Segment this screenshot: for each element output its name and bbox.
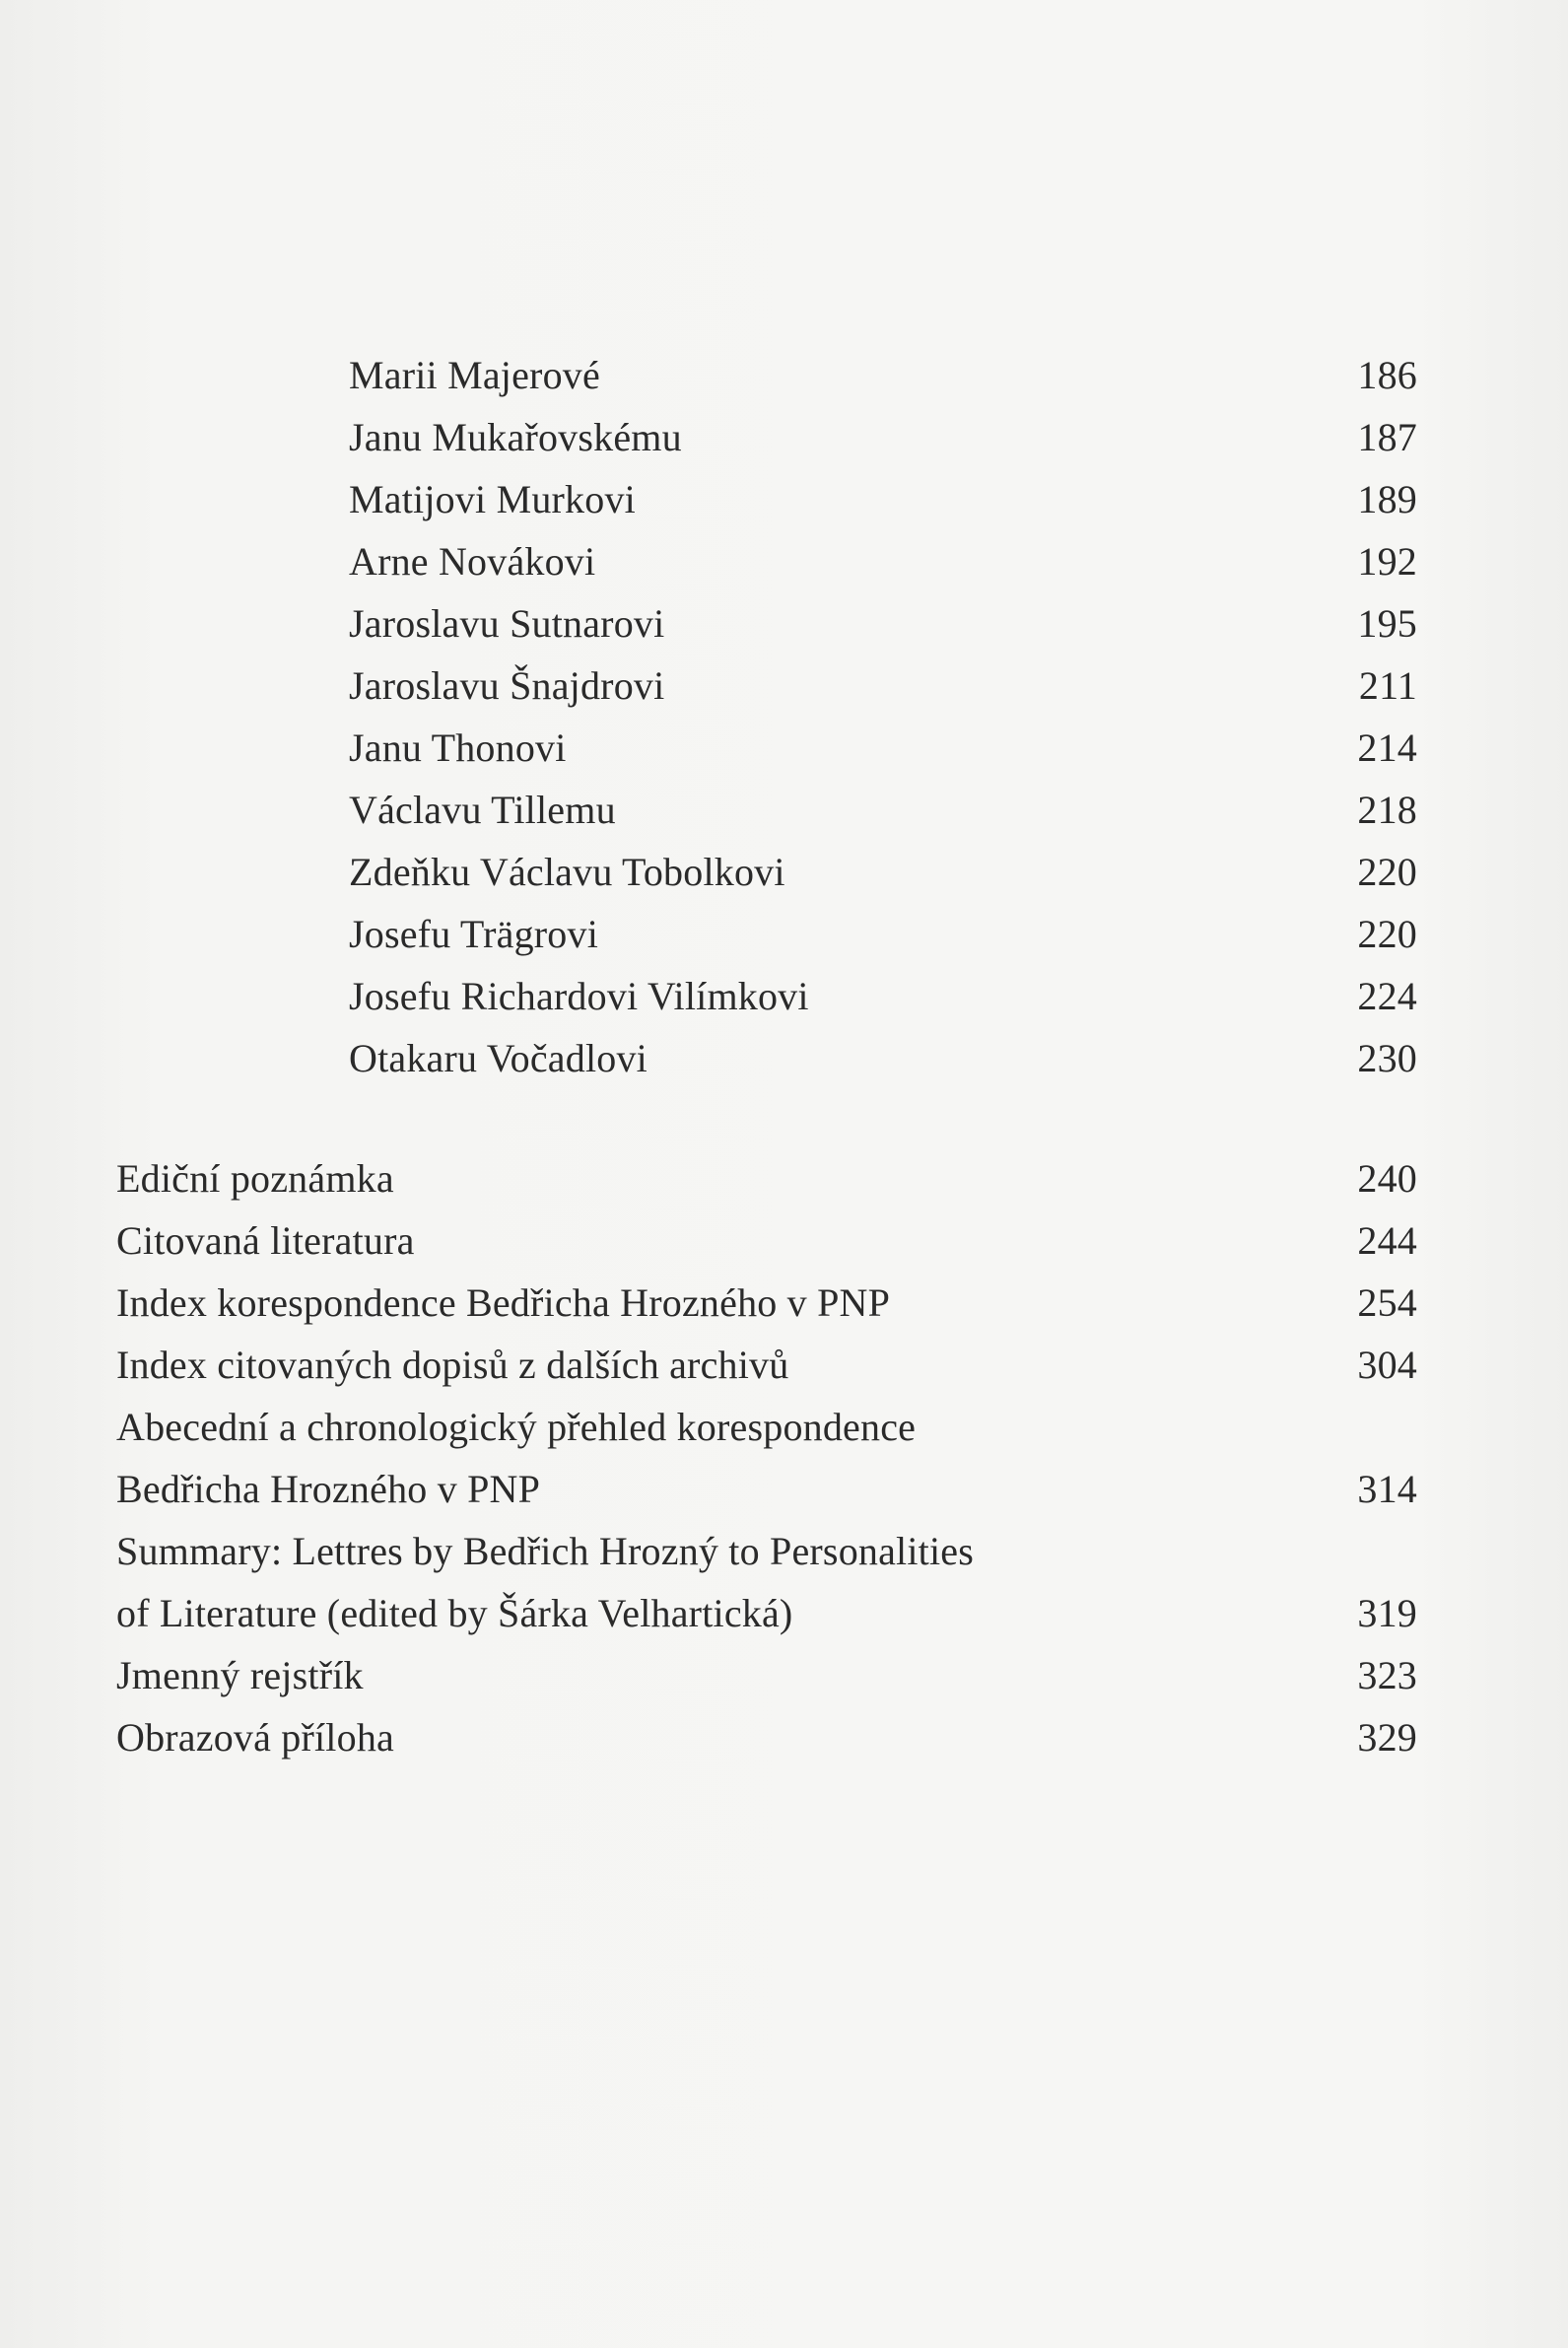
toc-entry-page: 211: [1358, 663, 1417, 708]
toc-main-entry: [116, 1210, 1417, 1272]
toc-entry-page: 254: [1357, 1280, 1417, 1325]
toc-sub-entry: [349, 966, 1417, 1027]
toc-entry-title: Janu Mukařovskému: [349, 415, 682, 459]
toc-entry-title: Josefu Richardovi Vilímkovi: [349, 974, 809, 1018]
toc-entry-title: Jaroslavu Šnajdrovi: [349, 663, 665, 708]
toc-entry-title: Jmenný rejstřík: [116, 1653, 364, 1697]
toc-entry-title: Bedřicha Hrozného v PNP: [116, 1467, 541, 1511]
toc-entry-page: 314: [1357, 1467, 1417, 1511]
toc-entry-page: 214: [1357, 725, 1417, 770]
toc-sub-entry: [349, 1028, 1417, 1089]
toc-entry-page: 319: [1357, 1591, 1417, 1635]
toc-entry-title: Marii Majerové: [349, 353, 600, 397]
toc-entry-title: Arne Novákovi: [349, 539, 596, 584]
toc-entry-title: Ediční poznámka: [116, 1156, 394, 1201]
toc-entry-title: Zdeňku Václavu Tobolkovi: [349, 850, 785, 894]
toc-main-entry: [116, 1645, 1417, 1706]
toc-entry-page: 189: [1357, 477, 1417, 521]
toc-main-entry: [116, 1583, 1417, 1644]
toc-entry-title: Janu Thonovi: [349, 725, 567, 770]
toc-sub-entry: [349, 656, 1417, 717]
toc-main-entry: [116, 1397, 1417, 1458]
toc-entry-title: Otakaru Vočadlovi: [349, 1036, 648, 1080]
toc-entry-page: 218: [1357, 788, 1417, 832]
toc-sub-entry: [349, 718, 1417, 779]
toc-entry-page: 304: [1357, 1343, 1417, 1387]
toc-sub-entry: [349, 407, 1417, 468]
toc-entry-title: Jaroslavu Sutnarovi: [349, 601, 665, 646]
toc-entry-title: Summary: Lettres by Bedřich Hrozný to Personalities: [116, 1529, 975, 1573]
toc-entry-page: 192: [1357, 539, 1417, 584]
toc-entry-title: Index korespondence Bedřicha Hrozného v PNP: [116, 1280, 891, 1325]
toc-entry-page: 230: [1357, 1036, 1417, 1080]
toc-entry-title: Václavu Tillemu: [349, 788, 616, 832]
toc-entry-page: 195: [1357, 601, 1417, 646]
toc-main-entry: [116, 1459, 1417, 1520]
toc-sub-entry: [349, 593, 1417, 655]
toc-sub-entry: [349, 469, 1417, 530]
toc-main-entry: [116, 1335, 1417, 1396]
toc-entry-page: 186: [1357, 353, 1417, 397]
toc-entry-title: Abecední a chronologický přehled korespondence: [116, 1405, 917, 1449]
toc-entry-page: 220: [1357, 912, 1417, 956]
toc-entry-title: Index citovaných dopisů z dalších archivů: [116, 1343, 789, 1387]
toc-sub-entry: [349, 345, 1417, 406]
toc-entry-page: 187: [1357, 415, 1417, 459]
toc-main-entry: [116, 1707, 1417, 1768]
toc-entry-page: 240: [1357, 1156, 1417, 1201]
toc-entry-page: 220: [1357, 850, 1417, 894]
toc-entry-title: Matijovi Murkovi: [349, 477, 636, 521]
toc-entry-page: 329: [1357, 1715, 1417, 1760]
toc-entry-title: Obrazová příloha: [116, 1715, 394, 1760]
toc-sub-entry: [349, 531, 1417, 592]
toc-sub-entry: [349, 842, 1417, 903]
toc-sub-entry: [349, 904, 1417, 965]
toc-entry-page: 244: [1357, 1218, 1417, 1263]
toc-entry-title: Josefu Trägrovi: [349, 912, 599, 956]
toc-entry-page: 323: [1357, 1653, 1417, 1697]
toc-entry-title: of Literature (edited by Šárka Velhartická): [116, 1591, 793, 1635]
toc-main-entry: [116, 1521, 1417, 1582]
toc-main-entry: [116, 1273, 1417, 1334]
toc-sub-entry: [349, 780, 1417, 841]
toc-entry-page: 224: [1357, 974, 1417, 1018]
toc-main-entry: [116, 1148, 1417, 1209]
toc-entry-title: Citovaná literatura: [116, 1218, 415, 1263]
